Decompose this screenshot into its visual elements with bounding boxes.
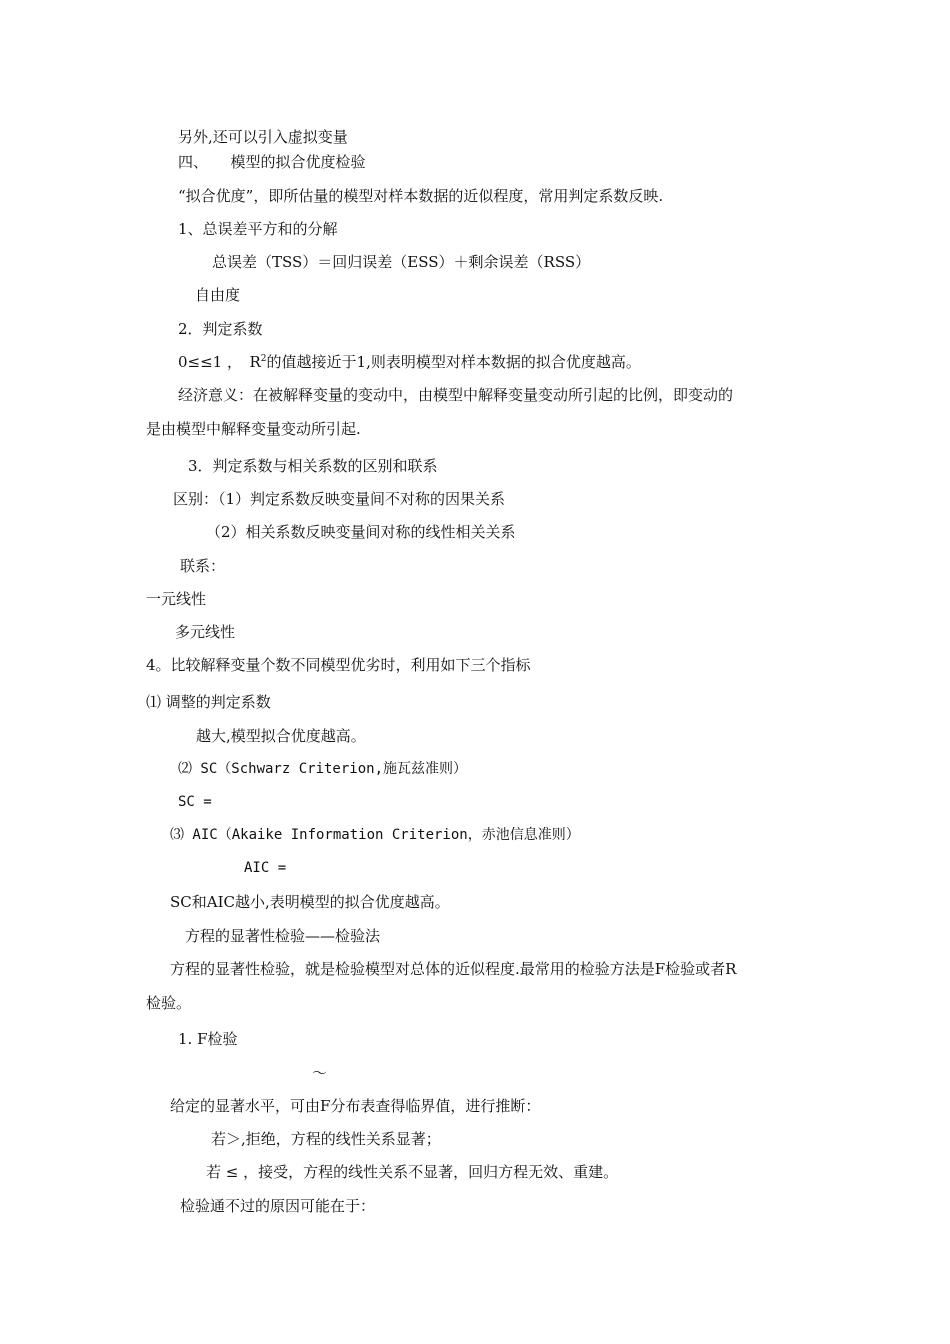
line-reject-hypothesis: 若＞,拒绝，方程的线性关系显著；: [211, 1130, 441, 1148]
line-r-squared-range: [178, 352, 641, 372]
line-significance-definition-cont: 检验。: [146, 994, 192, 1012]
superscript-two: 2: [260, 354, 267, 364]
subheading-f-test: 1. F检验: [178, 1030, 238, 1048]
subheading-compare-models: 4。比较解释变量个数不同模型优劣时，利用如下三个指标: [146, 656, 531, 674]
heading-goodness-of-fit: 四、 模型的拟合优度检验: [178, 153, 366, 171]
line-critical-value: 给定的显著水平，可由F分布表查得临界值，进行推断：: [170, 1097, 541, 1115]
r-squared-meaning-text: 的值越接近于1,则表明模型对样本数据的拟合优度越高。: [266, 353, 641, 371]
line-difference-2: （2）相关系数反映变量间对称的线性相关关系: [206, 523, 516, 541]
subheading-r-squared: 2．判定系数: [178, 320, 263, 338]
subheading-tss-decomposition: 1、总误差平方和的分解: [178, 220, 338, 238]
line-accept-hypothesis: 若 ≤ ，接受，方程的线性关系不显著，回归方程无效、重建。: [206, 1163, 619, 1181]
line-adjusted-r-squared-meaning: 越大,模型拟合优度越高。: [196, 727, 366, 745]
line-sc-aic-conclusion: SC和AIC越小,表明模型的拟合优度越高。: [170, 893, 450, 911]
line-economic-meaning-cont: 是由模型中解释变量变动所引起.: [146, 420, 361, 438]
r-squared-range-text: 0≤≤1 ， R: [178, 353, 261, 371]
subheading-r-squared-vs-correlation: 3．判定系数与相关系数的区别和联系: [188, 457, 438, 475]
line-difference-1: 区别：（1）判定系数反映变量间不对称的因果关系: [173, 490, 506, 508]
line-test-failure-reasons: 检验通不过的原因可能在于：: [180, 1197, 376, 1215]
line-economic-meaning: 经济意义：在被解释变量的变动中，由模型中解释变量变动所引起的比例，即变动的: [178, 386, 734, 404]
line-adjusted-r-squared: ⑴ 调整的判定系数: [146, 693, 271, 711]
line-aic-formula: AIC =: [244, 860, 287, 876]
line-distribution-tilde: ～: [312, 1064, 328, 1082]
line-tss-formula: 总误差（TSS）＝回归误差（ESS）＋剩余误差（RSS）: [212, 253, 591, 271]
heading-significance-test: 方程的显著性检验——检验法: [185, 927, 381, 945]
line-goodness-definition: “拟合优度”，即所估量的模型对样本数据的近似程度，常用判定系数反映.: [178, 187, 664, 205]
line-sc-formula: SC =: [178, 794, 212, 810]
line-simple-linear: 一元线性: [146, 590, 207, 608]
line-dummy-variables: 另外,还可以引入虚拟变量: [178, 128, 348, 146]
line-sc-criterion: ⑵ SC（Schwarz Criterion,施瓦兹准则）: [178, 761, 468, 777]
line-multiple-linear: 多元线性: [175, 623, 236, 641]
line-connection: 联系：: [180, 557, 226, 575]
line-degrees-of-freedom: 自由度: [195, 286, 241, 304]
line-significance-definition: 方程的显著性检验，就是检验模型对总体的近似程度.最常用的检验方法是F检验或者R: [170, 960, 737, 978]
line-aic-criterion: ⑶ AIC（Akaike Information Criterion，赤池信息准则）: [170, 827, 580, 843]
